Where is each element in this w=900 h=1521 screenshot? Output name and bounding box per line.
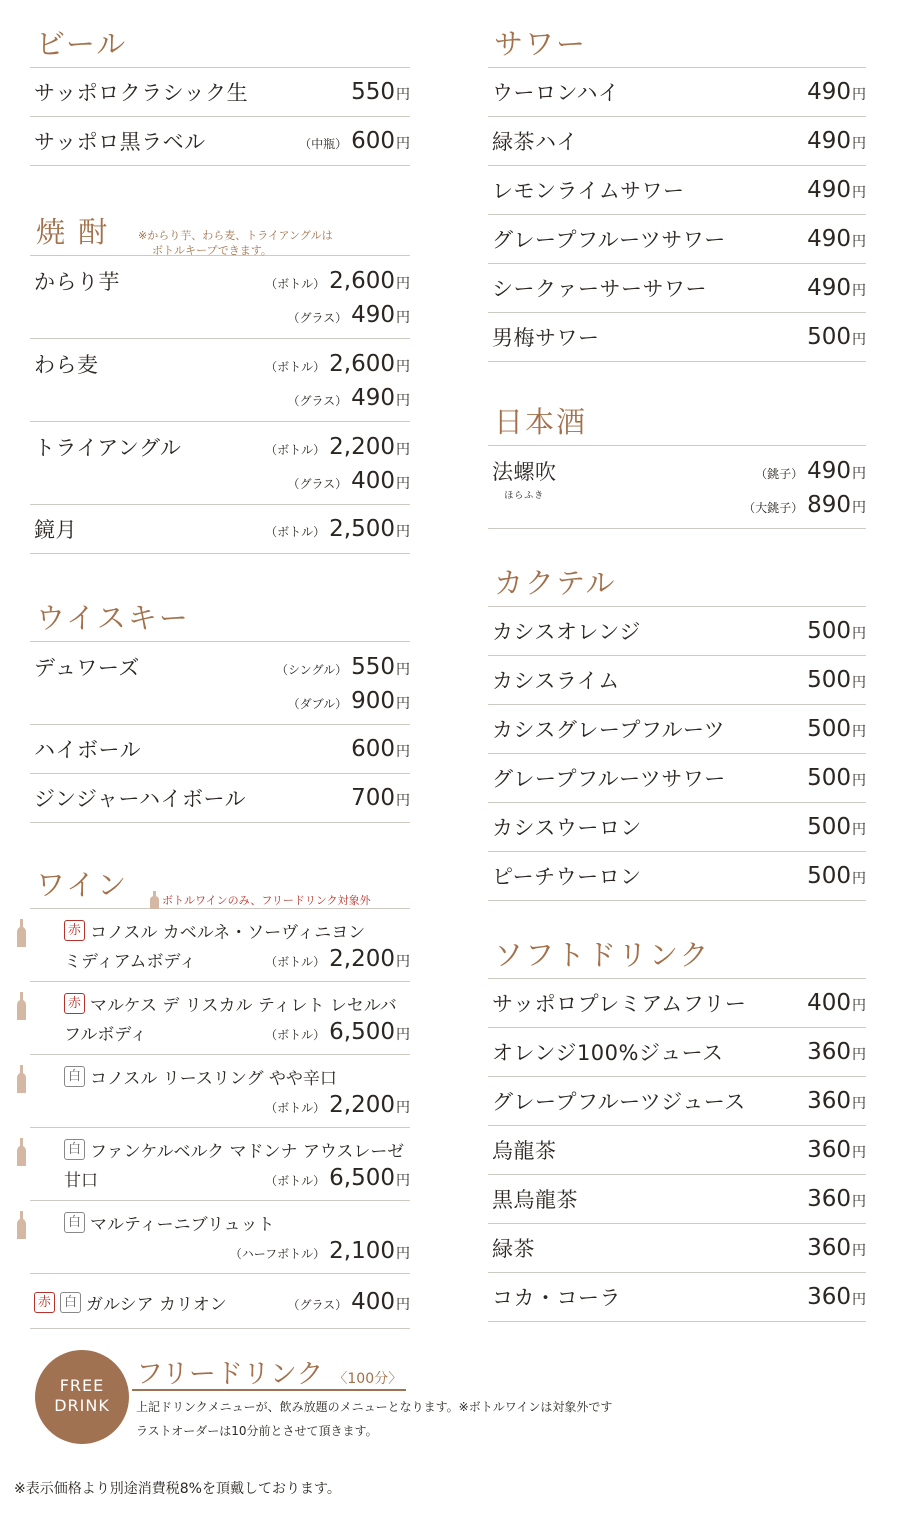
sour-item	[488, 166, 866, 215]
soft-drink-item	[488, 1028, 866, 1077]
soft-drink-item	[488, 1175, 866, 1224]
item-price: 400円	[807, 990, 866, 1016]
shochu-item	[30, 422, 410, 505]
bottle-icon	[150, 891, 159, 909]
item-price: 360円	[807, 1088, 866, 1114]
wine-name: コノスル カベルネ・ソーヴィニヨン	[90, 922, 366, 943]
item-price: （ボトル） 2,500円	[265, 516, 410, 542]
item-name: からり芋	[34, 270, 120, 294]
free-drink-duration: 〈100分〉	[333, 1371, 403, 1387]
soft-drink-title: ソフトドリンク	[494, 938, 711, 972]
item-name: コカ・コーラ	[492, 1286, 621, 1310]
item-price: 600円	[351, 736, 410, 762]
item-name: レモンライムサワー	[492, 179, 685, 203]
item-name: デュワーズ	[34, 656, 140, 680]
soft-drink-item	[488, 1273, 866, 1322]
wine-name: ガルシア カリオン	[86, 1294, 227, 1315]
item-name: 法螺吹 ほらふき	[492, 460, 557, 501]
item-price: 500円	[807, 863, 866, 889]
whisky-item	[30, 642, 410, 725]
sour-title: サワー	[494, 27, 588, 61]
sake-item	[488, 446, 866, 529]
item-price: （ボトル） 2,600円	[265, 351, 410, 377]
sour-item	[488, 117, 866, 166]
item-price: （大銚子） 890円	[743, 492, 866, 518]
cocktail-item	[488, 754, 866, 803]
item-price: （ボトル） 2,200円	[265, 1092, 410, 1118]
item-price: 490円	[807, 275, 866, 301]
item-name: カシスオレンジ	[492, 620, 641, 644]
tax-note: ※表示価格より別途消費税8%を頂戴しております。	[14, 1481, 341, 1497]
item-name: サッポロクラシック生	[34, 81, 249, 105]
item-price: 490円	[807, 79, 866, 105]
item-price: （銚子） 490円	[755, 458, 866, 484]
item-name: 烏龍茶	[492, 1139, 557, 1163]
sour-item	[488, 68, 866, 117]
shochu-title: 焼 酎	[36, 215, 110, 249]
item-price: 500円	[807, 618, 866, 644]
wine-glass-item	[30, 1274, 410, 1329]
wine-note: ボトルワインのみ、フリードリンク対象外	[150, 891, 371, 909]
item-name: トライアングル	[34, 436, 182, 460]
item-name: 鏡月	[34, 518, 77, 542]
sour-item	[488, 215, 866, 264]
sake-title: 日本酒	[494, 405, 588, 439]
item-price: （シングル） 550円	[275, 654, 410, 680]
left-column	[30, 18, 410, 1329]
item-price: 490円	[807, 128, 866, 154]
item-name: カシスライム	[492, 669, 620, 693]
sake-section-header	[488, 396, 866, 446]
item-price: （ボトル） 2,600円	[265, 268, 410, 294]
white-wine-badge: 白	[60, 1292, 81, 1313]
item-price: （グラス） 400円	[287, 468, 410, 494]
item-price: （グラス） 490円	[287, 385, 410, 411]
right-column	[488, 18, 866, 1322]
whisky-title: ウイスキー	[36, 601, 190, 635]
item-name: サッポロプレミアムフリー	[492, 992, 747, 1016]
item-price: 360円	[807, 1235, 866, 1261]
item-price: （中瓶） 600円	[299, 128, 410, 154]
item-price: （ボトル） 2,200円	[265, 946, 410, 972]
white-wine-badge: 白	[64, 1212, 85, 1233]
item-name: ウーロンハイ	[492, 81, 620, 105]
wine-body: フルボディ	[64, 1024, 147, 1045]
soft-drink-section-header	[488, 929, 866, 979]
wine-body: ミディアムボディ	[64, 951, 197, 972]
red-wine-badge: 赤	[64, 920, 85, 941]
item-price: 550円	[351, 79, 410, 105]
sour-item	[488, 264, 866, 313]
wine-item	[30, 982, 410, 1055]
item-name: 男梅サワー	[492, 326, 600, 350]
wine-item	[30, 1201, 410, 1274]
soft-drink-item	[488, 1126, 866, 1175]
shochu-item	[30, 256, 410, 339]
free-drink-description: 上記ドリンクメニューが、飲み放題のメニューとなります。※ボトルワインは対象外です	[136, 1400, 613, 1414]
item-price: 360円	[807, 1039, 866, 1065]
item-price: （グラス） 400円	[287, 1289, 410, 1315]
beer-item	[30, 117, 410, 166]
item-name: カシスグレープフルーツ	[492, 718, 726, 742]
sour-item	[488, 313, 866, 362]
whisky-item	[30, 774, 410, 823]
wine-title: ワイン	[36, 868, 129, 902]
furigana: ほらふき	[504, 491, 545, 501]
shochu-section-header	[30, 206, 410, 256]
item-name: わら麦	[34, 353, 99, 377]
item-price: （ダブル） 900円	[287, 688, 410, 714]
item-price: （ボトル） 2,200円	[265, 434, 410, 460]
cocktail-item	[488, 607, 866, 656]
soft-drink-item	[488, 979, 866, 1028]
shochu-item	[30, 339, 410, 422]
item-price: （ハーフボトル） 2,100円	[229, 1238, 410, 1264]
wine-name: ファンケルベルク マドンナ アウスレーゼ	[90, 1141, 405, 1162]
item-price: 500円	[807, 765, 866, 791]
beer-item	[30, 68, 410, 117]
bottle-icon	[17, 1138, 26, 1166]
item-name: ハイボール	[34, 738, 142, 762]
wine-name: マルティーニブリュット	[90, 1214, 275, 1235]
soft-drink-item	[488, 1077, 866, 1126]
wine-body: 甘口	[64, 1170, 98, 1191]
item-name: グレープフルーツサワー	[492, 228, 726, 252]
beer-title: ビール	[36, 27, 128, 61]
red-wine-badge: 赤	[34, 1292, 55, 1313]
item-name: カシスウーロン	[492, 816, 642, 840]
wine-section-header	[30, 859, 410, 909]
cocktail-title: カクテル	[494, 566, 617, 600]
bottle-icon	[17, 1211, 26, 1239]
item-name: サッポロ黒ラベル	[34, 130, 206, 154]
whisky-section-header	[30, 592, 410, 642]
cocktail-item	[488, 852, 866, 901]
wine-name: コノスル リースリング やや辛口	[90, 1068, 337, 1089]
item-price: 360円	[807, 1137, 866, 1163]
free-drink-badge: FREE DRINK	[35, 1350, 129, 1444]
item-price: 360円	[807, 1186, 866, 1212]
free-drink-divider	[132, 1389, 406, 1391]
item-name: グレープフルーツサワー	[492, 767, 726, 791]
red-wine-badge: 赤	[64, 993, 85, 1014]
item-name: ジンジャーハイボール	[34, 787, 247, 811]
cocktail-section-header	[488, 557, 866, 607]
item-name: グレープフルーツジュース	[492, 1090, 746, 1114]
free-drink-last-order: ラストオーダーは10分前とさせて頂きます。	[136, 1424, 378, 1438]
white-wine-badge: 白	[64, 1139, 85, 1160]
item-price: 500円	[807, 814, 866, 840]
item-name: シークァーサーサワー	[492, 277, 707, 301]
item-price: （グラス） 490円	[287, 302, 410, 328]
item-name: 緑茶	[492, 1237, 535, 1261]
bottle-icon	[17, 919, 26, 947]
wine-name: マルケス デ リスカル ティレト レセルバ	[90, 995, 397, 1016]
cocktail-item	[488, 803, 866, 852]
beer-section-header	[30, 18, 410, 68]
item-name: 緑茶ハイ	[492, 130, 578, 154]
item-name: オレンジ100%ジュース	[492, 1041, 724, 1065]
cocktail-item	[488, 705, 866, 754]
item-price: 360円	[807, 1284, 866, 1310]
shochu-item	[30, 505, 410, 554]
item-price: 490円	[807, 177, 866, 203]
cocktail-item	[488, 656, 866, 705]
item-name: 黒烏龍茶	[492, 1188, 578, 1212]
item-price: （ボトル） 6,500円	[265, 1019, 410, 1045]
item-name: ピーチウーロン	[492, 865, 642, 889]
item-price: 500円	[807, 667, 866, 693]
item-price: 700円	[351, 785, 410, 811]
sour-section-header	[488, 18, 866, 68]
wine-item	[30, 909, 410, 982]
white-wine-badge: 白	[64, 1066, 85, 1087]
item-price: 490円	[807, 226, 866, 252]
bottle-icon	[17, 992, 26, 1020]
whisky-item	[30, 725, 410, 774]
wine-item	[30, 1128, 410, 1201]
wine-item	[30, 1055, 410, 1128]
shochu-note: ※からり芋、わら麦、トライアングルは ボトルキープできます。	[138, 229, 333, 257]
item-price: （ボトル） 6,500円	[265, 1165, 410, 1191]
free-drink-title: フリードリンク 〈100分〉	[136, 1359, 403, 1390]
item-price: 500円	[807, 324, 866, 350]
item-price: 500円	[807, 716, 866, 742]
soft-drink-item	[488, 1224, 866, 1273]
bottle-icon	[17, 1065, 26, 1093]
